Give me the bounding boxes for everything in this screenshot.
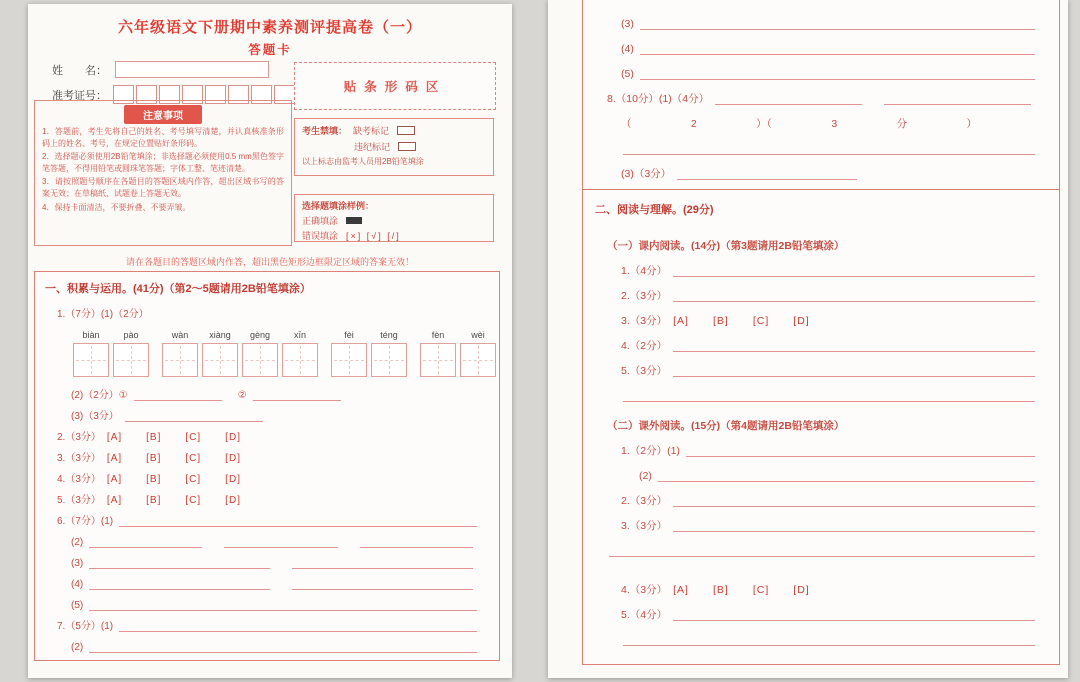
answer-blank[interactable] xyxy=(623,391,1035,402)
question-label: (3) xyxy=(621,18,634,31)
answer-blank[interactable] xyxy=(673,266,1035,277)
question-label: 分 xyxy=(896,118,908,131)
question-label: 2.（3分） xyxy=(57,432,101,443)
answer-area-left xyxy=(34,271,500,661)
question-label: (2)（2分） xyxy=(71,390,119,401)
absent-mark-box[interactable] xyxy=(397,126,415,135)
character-grid-box[interactable] xyxy=(331,343,367,377)
choice-option-C[interactable]: [ C ] xyxy=(185,432,200,444)
question-label: ② xyxy=(237,390,247,401)
answer-blank[interactable] xyxy=(673,291,1035,302)
choice-option-A[interactable]: [ A ] xyxy=(107,432,121,444)
choice-option-B[interactable]: [ B ] xyxy=(146,453,160,465)
name-input-box[interactable] xyxy=(115,61,269,78)
exam-title: 六年级语文下册期中素养测评提高卷（一） xyxy=(117,19,422,36)
barcode-label: 贴条形码区 xyxy=(343,80,447,94)
answer-blank[interactable] xyxy=(224,537,337,548)
answer-line xyxy=(45,382,489,403)
answer-line xyxy=(595,379,1047,404)
question-label: 3.（3分） xyxy=(621,520,668,533)
pinyin-syllable: pào xyxy=(123,330,139,341)
question-label: (5) xyxy=(621,68,634,81)
section-heading xyxy=(45,280,489,301)
choice-option-A[interactable]: [ A ] xyxy=(107,453,121,465)
question-label: ）（ xyxy=(756,118,772,131)
pinyin-cell xyxy=(111,331,151,377)
choice-option-D[interactable]: [ D ] xyxy=(793,315,808,328)
answer-line xyxy=(595,57,1047,82)
choice-option-D[interactable]: [ D ] xyxy=(225,432,240,444)
question-label: （一）课内阅读。(14分)（第3题请用2B铅笔填涂） xyxy=(607,240,845,253)
choice-option-A[interactable]: [ A ] xyxy=(107,495,121,507)
notice-item: 3．请按照题号顺序在各题目的答题区域内作答，超出区域书写的答案无效；在草稿纸、试题卷上答题无效。 xyxy=(42,177,284,198)
choice-option-B[interactable]: [ B ] xyxy=(713,315,728,328)
answer-blank[interactable] xyxy=(89,558,270,569)
choice-option-C[interactable]: [ C ] xyxy=(753,584,768,597)
choice-option-C[interactable]: [ C ] xyxy=(753,315,768,328)
answer-line xyxy=(45,613,489,634)
choice-option-B[interactable]: [ B ] xyxy=(713,584,728,597)
pinyin-grid-row xyxy=(45,325,489,377)
answer-line xyxy=(45,571,489,592)
answer-blank[interactable] xyxy=(673,366,1035,377)
examinee-forbidden-box xyxy=(294,118,494,176)
choice-option-C[interactable]: [ C ] xyxy=(185,495,200,507)
notice-box xyxy=(34,100,292,246)
barcode-area[interactable] xyxy=(294,62,496,110)
pinyin-cell xyxy=(329,331,369,377)
question-label: 1.（2分）(1) xyxy=(621,445,680,458)
question-label: ） xyxy=(966,118,977,131)
question-label: (3) xyxy=(71,558,84,569)
correct-sample-row xyxy=(302,214,486,227)
answer-card-subtitle: 答题卡 xyxy=(248,43,292,57)
answer-blank[interactable] xyxy=(640,19,1035,30)
subsection-heading xyxy=(595,409,1047,434)
question-label: 4.（2分） xyxy=(621,340,668,353)
answer-blank[interactable] xyxy=(640,44,1035,55)
answer-line xyxy=(595,254,1047,279)
choice-option-B[interactable]: [ B ] xyxy=(146,432,160,444)
pinyin-syllable: téng xyxy=(380,330,398,341)
pinyin-cell xyxy=(280,331,320,377)
pinyin-syllable: biàn xyxy=(82,330,100,341)
choice-option-A[interactable]: [ A ] xyxy=(107,474,121,486)
answer-blank[interactable] xyxy=(360,537,473,548)
question-label: 3 xyxy=(831,118,838,131)
character-grid-box[interactable] xyxy=(202,343,238,377)
wrong-fill-marks: [×] [√] [/] xyxy=(346,230,401,241)
question-label: (4) xyxy=(621,43,634,56)
choice-option-D[interactable]: [ D ] xyxy=(225,453,240,465)
answer-area-right xyxy=(582,0,1060,665)
answer-area-warning: 请在各题目的答题区域内作答，超出黑色矩形边框限定区域的答案无效！ xyxy=(125,257,414,267)
answer-blank[interactable] xyxy=(292,579,473,590)
answer-blank[interactable] xyxy=(134,390,222,401)
choice-row xyxy=(595,304,1047,329)
answer-line xyxy=(45,550,489,571)
answer-space xyxy=(595,559,1047,573)
character-grid-box[interactable] xyxy=(371,343,407,377)
absent-mark-row xyxy=(302,124,486,137)
answer-blank[interactable] xyxy=(884,94,1031,105)
answer-line xyxy=(45,592,489,613)
notice-item: 1．答题前，考生先将自己的姓名、考号填写清楚，并认真核准条形码上的姓名、考号，在规定位置贴好条形码。 xyxy=(42,127,284,148)
pinyin-syllable: xīn xyxy=(293,330,306,341)
question-label: 2.（3分） xyxy=(621,495,668,508)
question-label: 7.（5分）(1) xyxy=(57,621,114,632)
character-grid-box[interactable] xyxy=(73,343,109,377)
answer-blank[interactable] xyxy=(609,546,1035,557)
pinyin-syllable: xiàng xyxy=(209,330,231,341)
character-grid-box[interactable] xyxy=(460,343,496,377)
page-left xyxy=(28,4,512,678)
choice-option-A[interactable]: [ A ] xyxy=(673,584,688,597)
answer-blank[interactable] xyxy=(640,69,1035,80)
answer-blank[interactable] xyxy=(658,471,1035,482)
answer-blank[interactable] xyxy=(673,496,1035,507)
choice-row xyxy=(45,445,489,466)
answer-blank[interactable] xyxy=(119,516,477,527)
question-label: 1.（4分） xyxy=(621,265,668,278)
question-label: 5.（4分） xyxy=(621,609,668,622)
answer-line xyxy=(595,279,1047,304)
pinyin-syllable: wèi xyxy=(471,330,485,341)
section-divider xyxy=(583,189,1059,191)
question-label: (4) xyxy=(71,579,84,590)
answer-line xyxy=(595,434,1047,459)
answer-blank[interactable] xyxy=(89,537,202,548)
choice-option-D[interactable]: [ D ] xyxy=(225,495,240,507)
pinyin-group xyxy=(71,331,151,377)
pinyin-syllable: gèng xyxy=(249,330,271,341)
answer-line xyxy=(595,354,1047,379)
question-label: 4.（3分） xyxy=(57,474,101,485)
answer-blank[interactable] xyxy=(673,610,1035,621)
violation-mark-row xyxy=(302,140,486,153)
notice-title: 注意事项 xyxy=(124,105,202,124)
forbid-title: 考生禁填： xyxy=(302,126,348,136)
question-label: 5.（3分） xyxy=(57,495,101,506)
wrong-fill-label: 错误填涂 xyxy=(302,231,339,241)
choice-row xyxy=(595,573,1047,598)
character-grid-box[interactable] xyxy=(282,343,318,377)
answer-line xyxy=(595,598,1047,623)
choice-option-C[interactable]: [ C ] xyxy=(185,453,200,465)
pinyin-cell xyxy=(418,331,458,377)
question-label: 2.（3分） xyxy=(621,290,668,303)
choice-option-A[interactable]: [ A ] xyxy=(673,315,688,328)
answer-line xyxy=(595,534,1047,559)
answer-line xyxy=(45,403,489,424)
answer-blank[interactable] xyxy=(89,642,477,653)
pinyin-cell xyxy=(369,331,409,377)
question-label: ① xyxy=(118,390,128,401)
question-label: 3.（3分） xyxy=(57,453,101,464)
subsection-heading xyxy=(595,229,1047,254)
forbid-note: 以上标志由监考人员用2B铅笔填涂 xyxy=(302,157,424,166)
answer-blank[interactable] xyxy=(715,94,862,105)
choice-option-D[interactable]: [ D ] xyxy=(793,584,808,597)
answer-line xyxy=(45,529,489,550)
question-label: 3.（3分） xyxy=(621,315,668,328)
character-grid-box[interactable] xyxy=(420,343,456,377)
answer-blank[interactable] xyxy=(623,635,1035,646)
answer-line xyxy=(595,623,1047,648)
absent-mark-label: 缺考标记 xyxy=(353,126,390,136)
answer-blank[interactable] xyxy=(253,390,341,401)
pinyin-syllable: fèi xyxy=(344,330,354,341)
question-label: (2) xyxy=(71,642,84,653)
question-label: 二、阅读与理解。(29分) xyxy=(595,204,714,217)
question-label: （二）课外阅读。(15分)（第4题请用2B铅笔填涂） xyxy=(607,420,845,433)
answer-line xyxy=(595,82,1047,107)
choice-option-B[interactable]: [ B ] xyxy=(146,495,160,507)
notice-item: 4．保持卡面清洁，不要折叠、不要弄皱。 xyxy=(42,202,191,212)
fill-sample-box xyxy=(294,194,494,242)
pinyin-group xyxy=(418,331,498,377)
pinyin-syllable: fèn xyxy=(431,330,445,341)
pinyin-syllable: wàn xyxy=(171,330,189,341)
answer-line xyxy=(595,32,1047,57)
answer-line xyxy=(595,132,1047,157)
exam-number-label: 准考证号： xyxy=(52,89,107,102)
answer-line xyxy=(595,329,1047,354)
wrong-sample-row xyxy=(302,229,486,242)
name-label: 姓 名： xyxy=(52,64,107,77)
pinyin-cell xyxy=(160,331,200,377)
answer-blank[interactable] xyxy=(89,579,270,590)
character-grid-box[interactable] xyxy=(242,343,278,377)
notice-item: 2．选择题必须使用2B铅笔填涂；非选择题必须使用0.5 mm黑色签字笔答题，不得用铅笔或圆珠笔答题；字体工整、笔迹清楚。 xyxy=(42,152,284,173)
question-label: 8.（10分）(1)（4分） xyxy=(607,93,710,106)
question-label: (2) xyxy=(639,470,652,483)
answer-blank[interactable] xyxy=(686,446,1035,457)
correct-fill-label: 正确填涂 xyxy=(302,216,339,226)
answer-blank[interactable] xyxy=(89,600,477,611)
question-label: (5) xyxy=(71,600,84,611)
character-grid-box[interactable] xyxy=(113,343,149,377)
correct-fill-mark xyxy=(346,217,362,224)
question-label: 5.（3分） xyxy=(621,365,668,378)
sample-title: 选择题填涂样例： xyxy=(302,201,375,211)
answer-line xyxy=(595,459,1047,484)
question-label: 一、积累与运用。(41分)（第2～5题请用2B铅笔填涂） xyxy=(45,283,311,296)
answer-blank[interactable] xyxy=(677,169,857,180)
section-heading xyxy=(595,199,1047,224)
answer-slot-row xyxy=(595,107,1047,132)
answer-blank[interactable] xyxy=(125,411,263,422)
answer-blank[interactable] xyxy=(292,558,473,569)
question-label: 1.（7分）(1)（2分） xyxy=(57,309,149,320)
question-label: 4.（3分） xyxy=(621,584,668,597)
answer-blank[interactable] xyxy=(119,621,477,632)
violation-mark-label: 违纪标记 xyxy=(354,142,391,152)
character-grid-box[interactable] xyxy=(162,343,198,377)
pinyin-group xyxy=(160,331,320,377)
notice-list xyxy=(35,126,291,213)
answer-line xyxy=(595,509,1047,534)
answer-line xyxy=(595,157,1047,182)
question-label: (2) xyxy=(71,537,84,548)
pinyin-cell xyxy=(200,331,240,377)
name-row xyxy=(52,61,269,78)
choice-option-C[interactable]: [ C ] xyxy=(185,474,200,486)
question-label: 2 xyxy=(690,118,697,131)
question-label-row xyxy=(45,301,489,322)
pinyin-cell xyxy=(458,331,498,377)
choice-row xyxy=(45,466,489,487)
choice-row xyxy=(45,424,489,445)
pinyin-cell xyxy=(240,331,280,377)
answer-blank[interactable] xyxy=(673,341,1035,352)
answer-line xyxy=(45,508,489,529)
question-label: （ xyxy=(621,118,632,131)
question-label: (3)（3分） xyxy=(621,168,672,181)
answer-line xyxy=(595,484,1047,509)
choice-row xyxy=(45,487,489,508)
answer-blank[interactable] xyxy=(673,521,1035,532)
violation-mark-box[interactable] xyxy=(398,142,416,151)
answer-blank[interactable] xyxy=(623,144,1035,155)
choice-option-D[interactable]: [ D ] xyxy=(225,474,240,486)
pinyin-group xyxy=(329,331,409,377)
page-right xyxy=(548,0,1068,678)
answer-line xyxy=(595,7,1047,32)
answer-line xyxy=(45,634,489,655)
choice-option-B[interactable]: [ B ] xyxy=(146,474,160,486)
question-label: (3)（3分） xyxy=(71,411,119,422)
question-label: 6.（7分）(1) xyxy=(57,516,114,527)
pinyin-cell xyxy=(71,331,111,377)
